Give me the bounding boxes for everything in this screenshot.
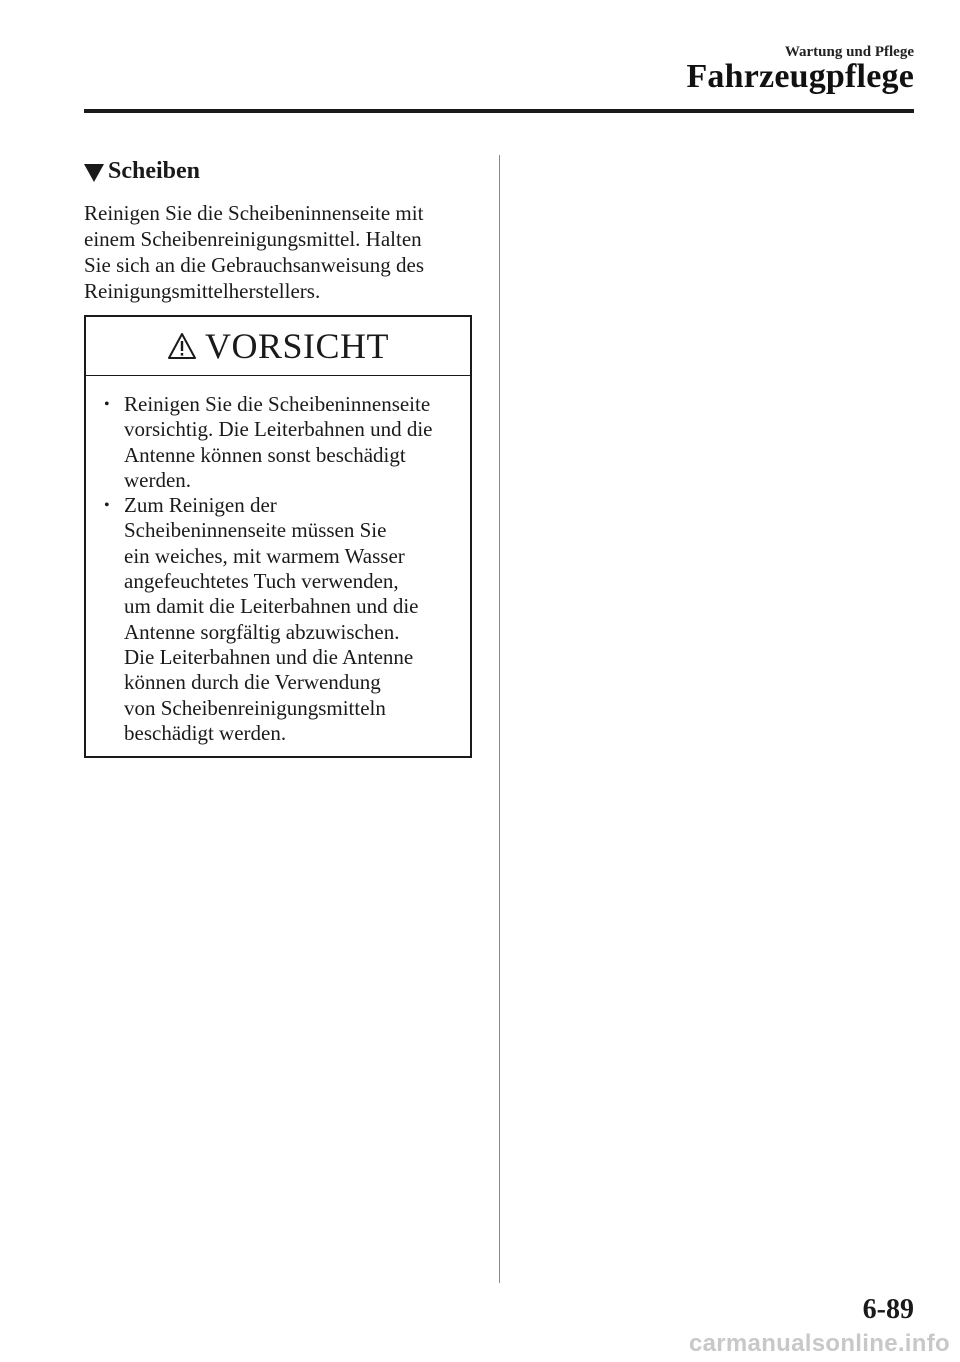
column-divider: [499, 155, 500, 1283]
caution-line: angefeuchtetes Tuch verwenden,: [124, 569, 399, 594]
intro-line: Reinigungsmittelherstellers.: [84, 279, 321, 303]
section-heading-text: Scheiben: [108, 158, 201, 184]
intro-line: Reinigen Sie die Scheibeninnenseite mit: [84, 201, 424, 225]
caution-line: Scheibeninnenseite müssen Sie: [124, 518, 387, 543]
intro-line: Sie sich an die Gebrauchsanweisung des: [84, 253, 424, 277]
running-header-section: Wartung und Pflege: [784, 44, 914, 60]
caution-list: [86, 376, 470, 746]
caution-line: von Scheibenreinigungsmitteln: [124, 695, 386, 720]
caution-line: Die Leiterbahnen und die Antenne: [124, 644, 414, 669]
caution-item: [86, 493, 470, 746]
caution-line: Zum Reinigen der: [124, 493, 277, 518]
bullet: •: [104, 396, 110, 413]
caution-title: VORSICHT: [204, 326, 390, 366]
running-header-chapter: Fahrzeugpflege: [686, 58, 914, 95]
caution-line: ein weiches, mit warmem Wasser: [124, 543, 405, 568]
watermark: carmanualsonline.info: [688, 1330, 950, 1357]
caution-box: [84, 315, 472, 758]
bullet: •: [104, 497, 110, 515]
down-triangle-icon: [84, 164, 104, 182]
caution-header: [86, 317, 470, 376]
caution-line: Reinigen Sie die Scheibeninnenseite: [124, 392, 431, 416]
caution-line: beschädigt werden.: [124, 720, 287, 745]
header-rule: [84, 109, 914, 113]
caution-line: vorsichtig. Die Leiterbahnen und die: [124, 417, 433, 442]
caution-line: um damit die Leiterbahnen und die: [124, 594, 419, 619]
caution-line: Antenne können sonst beschädigt: [124, 442, 406, 467]
intro-paragraph: [84, 200, 474, 304]
caution-item: [86, 392, 470, 493]
caution-line: können durch die Verwendung: [124, 670, 381, 695]
intro-line: einem Scheibenreinigungsmittel. Halten: [84, 227, 422, 251]
section-heading: [84, 158, 200, 185]
caution-line: Antenne sorgfältig abzuwischen.: [124, 619, 400, 644]
page-number: 6-89: [862, 1294, 914, 1325]
caution-line: werden.: [124, 467, 192, 492]
warning-triangle-icon: [167, 332, 197, 360]
